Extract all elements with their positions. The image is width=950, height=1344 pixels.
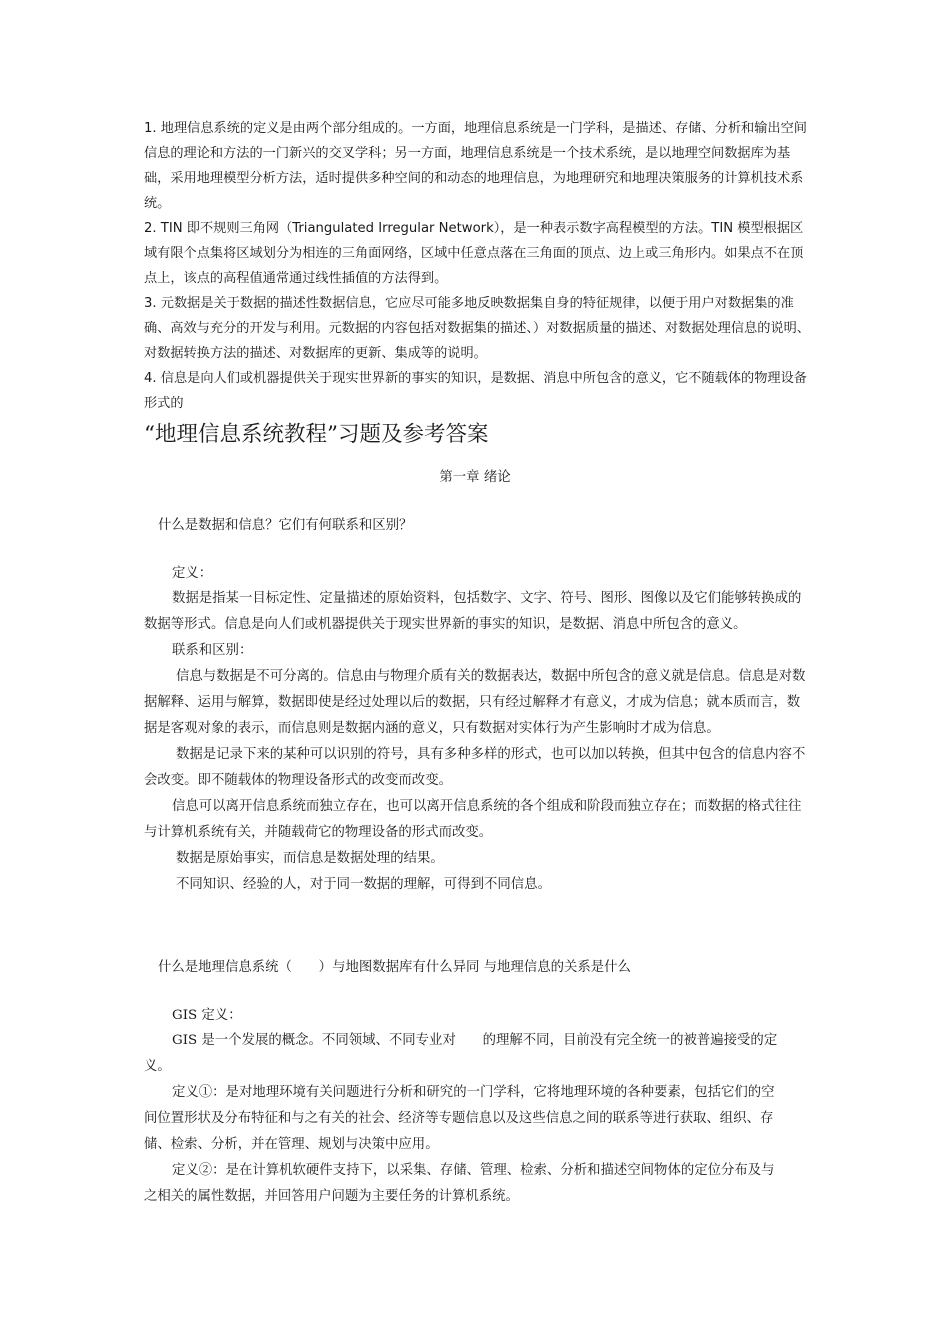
intro-item-3: 3. 元数据是关于数据的描述性数据信息，它应尽可能多地反映数据集自身的特征规律，以便于用户对数据集的准确、高效与充分的开发与利用。元数据的内容包括对数据集的描述、）对数据质量的描述、对数据处理信息的说明、对数据转换方法的描述、对数据库的更新、集成等的说明。 bbox=[144, 296, 810, 361]
relation-paragraph-1: 信息与数据是不可分离的。信息由与物理介质有关的数据表达，数据中所包含的意义就是信息。信息是对数据解释、运用与解算，数据即使是经过处理以后的数据，只有经过解释才有意义，才成为信息；就本质而言，数据是客观对象的表示，而信息则是数据内涵的意义，只有数据对实体行为产生影响时才成为信息。 bbox=[144, 669, 806, 736]
relation-paragraph-5: 不同知识、经验的人，对于同一数据的理解，可得到不同信息。 bbox=[176, 877, 551, 892]
relation-label: 联系和区别： bbox=[172, 643, 253, 658]
answer-1-body bbox=[144, 586, 810, 898]
relation-paragraph-4: 数据是原始事实，而信息是数据处理的结果。 bbox=[176, 851, 444, 866]
document-title: “地理信息系统教程”习题及参考答案 bbox=[144, 422, 489, 447]
answer-2-body bbox=[144, 1028, 780, 1210]
gis-definition-label: GIS 定义： bbox=[172, 1008, 242, 1023]
gis-paragraph: GIS 是一个发展的概念。不同领域、不同专业对 的理解不同，目前没有完全统一的被普遍接受的定义。 bbox=[144, 1033, 778, 1074]
question-2: 什么是地理信息系统（ ）与地图数据库有什么异同 与地理信息的关系是什么 bbox=[158, 960, 631, 975]
intro-answers bbox=[144, 116, 810, 416]
relation-paragraph-3: 信息可以离开信息系统而独立存在，也可以离开信息系统的各个组成和阶段而独立存在；而数据的格式往往与计算机系统有关，并随载荷它的物理设备的形式而改变。 bbox=[144, 799, 802, 840]
intro-item-4: 4. 信息是向人们或机器提供关于现实世界新的事实的知识，是数据、消息中所包含的意义，它不随载体的物理设备形式的 bbox=[144, 371, 807, 411]
chapter-heading: 第一章 绪论 bbox=[439, 470, 511, 485]
question-1: 什么是数据和信息？它们有何联系和区别？ bbox=[158, 518, 413, 533]
gis-definition-2: 定义②：是在计算机软硬件支持下，以采集、存储、管理、检索、分析和描述空间物体的定位分布及与之相关的属性数据，并回答用户问题为主要任务的计算机系统。 bbox=[144, 1163, 775, 1204]
intro-item-1: 1. 地理信息系统的定义是由两个部分组成的。一方面，地理信息系统是一门学科，是描述、存储、分析和输出空间信息的理论和方法的一门新兴的交叉学科；另一方面，地理信息系统是一个技术系统，是以地理空间数据库为基础，采用地理模型分析方法，适时提供多种空间的和动态的地理信息，为地理研究和地理决策服务的计算机技术系统。 bbox=[144, 121, 807, 211]
relation-paragraph-2: 数据是记录下来的某种可以识别的符号，具有多种多样的形式，也可以加以转换，但其中包含的信息内容不会改变。即不随载体的物理设备形式的改变而改变。 bbox=[144, 747, 806, 788]
intro-item-2: 2. TIN 即不规则三角网（Triangulated Irregular Network），是一种表示数字高程模型的方法。TIN 模型根据区域有限个点集将区域划分为相连的三角面网络，区域中任意点落在三角面的顶点、边上或三角形内。如果点不在顶点上，该点的高程值通常通过线性插值的方法得到。 bbox=[144, 221, 804, 286]
definition-label: 定义： bbox=[172, 566, 213, 581]
gis-definition-1: 定义①：是对地理环境有关问题进行分析和研究的一门学科，它将地理环境的各种要素，包括它们的空间位置形状及分布特征和与之有关的社会、经济等专题信息以及这些信息之间的联系等进行获取、组织、存储、检索、分析，并在管理、规划与决策中应用。 bbox=[144, 1085, 775, 1152]
definition-text: 数据是指某一目标定性、定量描述的原始资料，包括数字、文字、符号、图形、图像以及它们能够转换成的数据等形式。信息是向人们或机器提供关于现实世界新的事实的知识，是数据、消息中所包含的意义。 bbox=[144, 591, 802, 632]
